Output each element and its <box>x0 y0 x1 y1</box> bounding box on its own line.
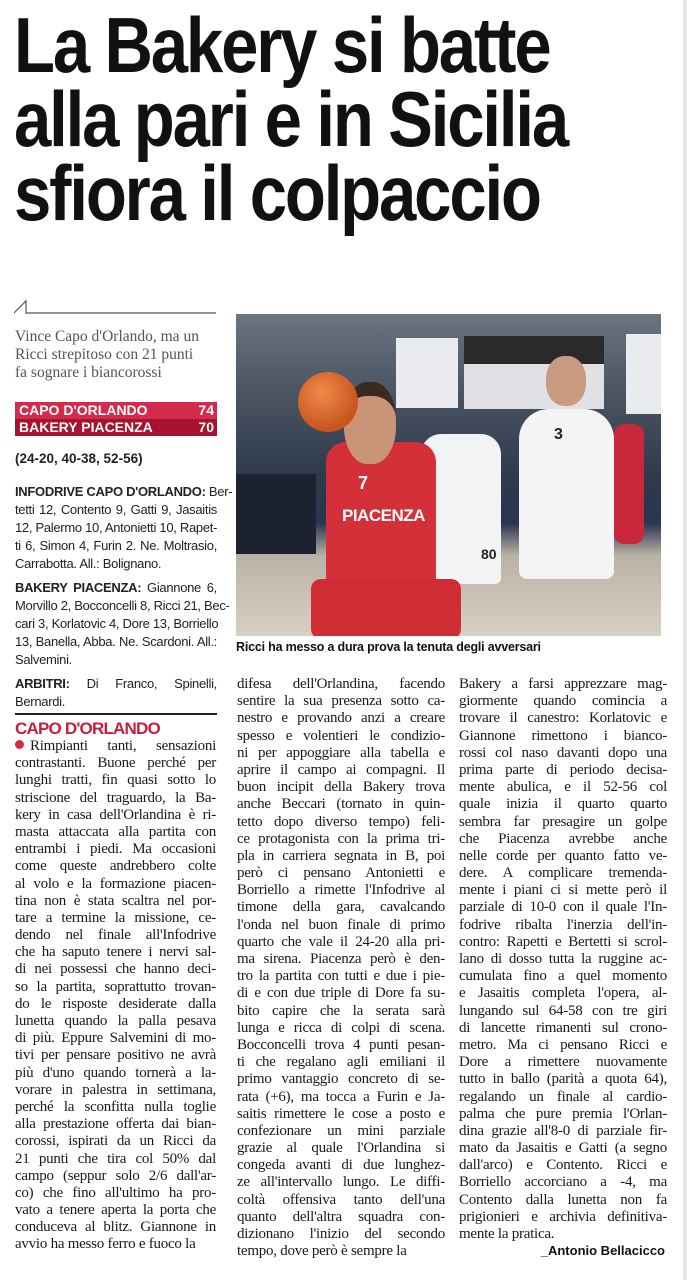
article-line <box>15 1168 216 1185</box>
opponent-head <box>546 356 586 406</box>
article-line <box>459 934 667 951</box>
article-line <box>237 985 445 1002</box>
article-line <box>237 1089 445 1106</box>
article-line <box>237 1140 445 1157</box>
article-line <box>15 944 216 961</box>
courtside-board <box>236 474 316 554</box>
article-text: che Piacenza avrebbe anche <box>459 830 667 847</box>
partial-scores: (24-20, 40-38, 52-56) <box>15 451 143 466</box>
article-line <box>15 1236 216 1253</box>
article-text: coltà offensiva tanto dell'una <box>237 1191 445 1208</box>
article-text: Contento dalla lunetta non fa <box>459 1191 667 1208</box>
article-line <box>459 848 667 865</box>
article-line <box>15 1047 216 1064</box>
article-text: quanto dell'altra squadra con- <box>237 1208 445 1225</box>
article-line <box>459 899 667 916</box>
article-line <box>237 1192 445 1209</box>
article-text: prima parte di periodo decisa- <box>459 761 667 778</box>
box-score-line <box>15 651 217 669</box>
article-line <box>459 814 667 831</box>
box-score-label: BAKERY PIACENZA: <box>15 580 142 595</box>
article-text: tivi per pensare positivo ne avrà <box>15 1047 216 1064</box>
article-text: saitis rimettere le cose a posto e <box>237 1105 445 1122</box>
article-line <box>237 796 445 813</box>
article-line <box>459 1226 667 1243</box>
article-text: giormente quando comincia a <box>459 693 667 710</box>
article-line <box>15 961 216 978</box>
article-text: vorare in palestra in settimana, <box>15 1081 216 1098</box>
article-line <box>459 676 667 693</box>
article-text: mato da Jasaitis e Gatti (a segno <box>459 1140 667 1157</box>
article-line <box>237 745 445 762</box>
article-line <box>459 728 667 745</box>
article-text: co) che fino all'ultimo ha pro- <box>15 1184 216 1201</box>
article-text: so la partita, soprattutto trovan- <box>15 978 216 995</box>
article-text: avvio ha messo ferro e fuoco la <box>15 1236 196 1253</box>
deck-line: fa sognare i biancorossi <box>15 364 162 381</box>
article-line <box>237 1123 445 1140</box>
article-text: 21 punti che tira col 50% dal <box>15 1150 216 1167</box>
article-text: di nei possessi che hanno deci- <box>15 961 216 978</box>
article-line <box>15 1219 216 1236</box>
article-line <box>15 1116 216 1133</box>
article-line <box>15 807 216 824</box>
article-line <box>459 693 667 710</box>
article-text: Bocconcelli trova 4 punti pesan- <box>237 1036 445 1053</box>
article-text: di più. Eppure Salvemini di mo- <box>15 1030 216 1047</box>
article-line <box>459 762 667 779</box>
article-text: Bakery a farsi apprezzare mag- <box>459 676 667 692</box>
article-text: anche Beccari (tornato in quin- <box>237 796 445 813</box>
article-text: mente la pratica. <box>459 1226 555 1242</box>
article-line <box>459 1209 667 1226</box>
article-line <box>15 893 216 910</box>
score-row-away <box>15 419 217 436</box>
article-line <box>237 1037 445 1054</box>
article-line <box>459 796 667 813</box>
box-score-line <box>15 675 217 693</box>
box-score-label: ARBITRI: <box>15 676 70 691</box>
article-text: alla prestazione offerta dai bian- <box>15 1116 216 1133</box>
box-score-line <box>15 579 217 597</box>
article-line <box>15 841 216 858</box>
article-line <box>459 917 667 934</box>
article-text: ze all'intervallo lungo. Le diffi- <box>237 1174 445 1191</box>
article-line <box>237 831 445 848</box>
article-line <box>237 1054 445 1071</box>
article-text: Dore a rimettere nuovamente <box>459 1054 667 1071</box>
arena-banner <box>464 336 604 364</box>
article-line <box>15 1030 216 1047</box>
article-text: di e con due triple di Dore fa su- <box>237 985 445 1002</box>
article-line <box>459 882 667 899</box>
article-line <box>459 710 667 727</box>
article-text: mente i piani ci si mette però il <box>459 882 667 899</box>
section-mark-icon <box>14 298 216 314</box>
article-line <box>459 968 667 985</box>
article-text: campo (seppur solo 2/6 dall'ar- <box>15 1167 216 1184</box>
deck-line: Ricci strepitoso con 21 punti <box>15 346 194 363</box>
article-text: lunetta quando la palla pesava <box>15 1013 216 1029</box>
article-line <box>15 1202 216 1219</box>
article-line <box>459 745 667 762</box>
dateline-kicker: CAPO D'ORLANDO <box>15 719 160 738</box>
article-text: che ha saputo tenere i nervi sal- <box>15 944 216 961</box>
box-score-text: Ber- <box>205 484 233 499</box>
article-line <box>237 951 445 968</box>
headline <box>14 1 687 237</box>
article-text: timone della gara, cavalcando <box>237 899 445 916</box>
article-text: Borriello accorciano a -4, ma <box>459 1174 667 1191</box>
box-score-text: Giannone 6, <box>141 580 217 595</box>
article-text: dizionano l'inizio del secondo <box>237 1226 445 1242</box>
article-line <box>459 831 667 848</box>
article-text: tempo, dove però è sempre la <box>237 1243 407 1260</box>
article-line <box>15 824 216 841</box>
article-text: prigionieri e archivia definitiva- <box>459 1208 667 1225</box>
article-line <box>459 1192 667 1209</box>
article-line <box>459 1071 667 1088</box>
article-text: al volo e la formazione piacen- <box>15 875 216 892</box>
article-text: contrastanti. Buone perché per <box>15 755 216 772</box>
article-line <box>237 779 445 796</box>
article-text: primo vantaggio concreto di se- <box>237 1071 445 1088</box>
article-text: quarto che vale il 24-20 alla pri- <box>237 933 445 950</box>
article-line <box>15 1151 216 1168</box>
article-text: tetto dopo diverso tempo) feli- <box>237 813 445 830</box>
article-text: tare a termine la missione, ce- <box>15 909 216 926</box>
article-text: lano di dosso tutta la ruggine ac- <box>459 951 667 967</box>
box-score-text: tetti 12, Contento 9, Gatti 9, Jasaitis <box>15 502 217 517</box>
box-score-line <box>15 597 230 615</box>
article-line <box>459 1123 667 1140</box>
article-text: conduceva al blitz. Giannone in <box>15 1219 216 1236</box>
box-score-line <box>15 483 233 501</box>
article-line <box>15 772 216 789</box>
article-line <box>459 1037 667 1054</box>
article-line <box>237 1071 445 1088</box>
score-row-home <box>15 402 217 419</box>
article-line <box>459 1089 667 1106</box>
article-line <box>15 858 216 875</box>
article-text: come queste andrebbero colte <box>15 858 216 875</box>
article-text: sentire la sua presenza sotto ca- <box>237 693 445 710</box>
jersey-text: PIACENZA <box>342 506 425 525</box>
box-score-text: cari 3, Korlatovic 4, Dore 13, Borriello <box>15 616 219 631</box>
article-text: rossi col naso davanti dopo una <box>459 744 667 761</box>
article-line <box>15 1133 216 1150</box>
article-line <box>237 710 445 727</box>
article-text: nestro e provando anzi a creare <box>237 710 445 727</box>
article-text: entrambi i piedi. Ma occasioni <box>15 841 216 858</box>
article-text: confezionare un mini parziale <box>237 1122 445 1139</box>
article-line <box>459 1157 667 1174</box>
article-text: cumulata fino a quel momento <box>459 968 667 985</box>
headline-line: alla pari e in Sicilia <box>14 75 567 163</box>
article-line <box>237 814 445 831</box>
article-text: ti che regalano agli emiliani il <box>237 1054 445 1071</box>
article-text: ni per appoggiare alla tabella e <box>237 744 445 761</box>
article-text: bito capire che la serata sarà <box>237 1002 445 1019</box>
basketball <box>298 372 358 432</box>
article-text: dall'arco) e Contento. Ricci e <box>459 1157 667 1174</box>
box-score-text: Carrabotta. All.: Bolignano. <box>15 556 162 571</box>
article-line <box>15 1082 216 1099</box>
article-text: congeda avanti di due lunghez- <box>237 1157 445 1174</box>
scoreboard <box>15 402 217 436</box>
article-text: dina grazie all'8-0 di parziale fir- <box>459 1122 667 1139</box>
article-text: rata (+6), ma tocca a Furin e Ja- <box>237 1088 445 1105</box>
article-photo <box>236 314 661 636</box>
article-line <box>237 1174 445 1191</box>
box-score-line <box>15 615 217 633</box>
deck-line: Vince Capo d'Orlando, ma un <box>15 328 199 345</box>
article-line <box>237 968 445 985</box>
article-line <box>237 1106 445 1123</box>
article-line <box>15 979 216 996</box>
article-line <box>237 728 445 745</box>
article-text: palma che pure premia l'Orlan- <box>459 1105 667 1122</box>
box-score-text: Di Franco, Spinelli, <box>69 676 217 691</box>
article-line <box>459 1174 667 1191</box>
article-text: difesa dell'Orlandina, facendo <box>237 676 445 692</box>
box-score-text: Salvemini. <box>15 652 72 667</box>
article-text: nelle corde per quanto fatto ve- <box>459 847 667 864</box>
article-line <box>237 1157 445 1174</box>
article-line <box>15 910 216 927</box>
article-text: tina non è stata scaltra nel por- <box>15 892 216 909</box>
article-text: striscione del traguardo, la Ba- <box>15 789 216 806</box>
article-text: fodrive ribalta l'inerzia dell'in- <box>459 916 667 933</box>
article-text: tro la partita con tutti e due i pie- <box>237 968 445 985</box>
article-line <box>15 1013 216 1030</box>
photo-caption: Ricci ha messo a dura prova la tenuta degli avversari <box>236 640 541 654</box>
article-line <box>15 1185 216 1202</box>
article-text: spesso e volentieri le condizio- <box>237 727 445 744</box>
article-text: più d'uno quando tornerà a la- <box>15 1064 216 1081</box>
article-line <box>237 1243 445 1260</box>
article-line <box>237 865 445 882</box>
article-line <box>459 1054 667 1071</box>
article-line <box>15 1065 216 1082</box>
article-text: Borriello a rimette l'Infodrive al <box>237 882 445 899</box>
article-line <box>237 1209 445 1226</box>
article-text: Rimpianti tanti, sensazioni <box>30 738 216 754</box>
article-line <box>237 882 445 899</box>
bullet-icon <box>15 740 24 749</box>
article-text: perché la sconfitta nulla toglie <box>15 1098 216 1115</box>
article-text: Giannone rimettono i bianco- <box>459 727 667 744</box>
box-score-text: Bernardi. <box>15 694 66 709</box>
article-line <box>237 934 445 951</box>
article-text: contro: Rapetti e Bertetti si scrol- <box>459 933 667 950</box>
article-text: lungando sul 64-58 con tre giri <box>459 1002 667 1019</box>
ricci-shorts <box>311 579 461 636</box>
article-line <box>15 996 216 1013</box>
box-score <box>15 483 233 711</box>
article-line <box>237 762 445 779</box>
article-line <box>237 1003 445 1020</box>
article-line <box>459 1020 667 1037</box>
box-score-line <box>15 519 217 537</box>
section-divider <box>15 713 217 715</box>
box-score-text: 13, Banella, Abba. Ne. Scardoni. All.: <box>15 634 217 649</box>
article-text: do le risposte desiderate dalla <box>15 995 216 1012</box>
opponent-player <box>519 409 614 579</box>
article-line <box>237 848 445 865</box>
article-text: kery in casa dell'Orlandina è ri- <box>15 806 216 823</box>
opponent-number: 80 <box>481 546 497 562</box>
article-line <box>15 790 216 807</box>
box-score-label: INFODRIVE CAPO D'ORLANDO: <box>15 484 206 499</box>
box-score-text: 12, Palermo 10, Antonietti 10, Rapet- <box>15 520 218 535</box>
article-text: masta attaccata alla partita con <box>15 823 216 840</box>
article-text: lunga e ricca di colpi di scena. <box>237 1019 445 1036</box>
article-line <box>15 876 216 893</box>
article-text: ce protagonista con la prima tri- <box>237 830 445 847</box>
article-text: corossi, ispirati da un Ricci da <box>15 1133 216 1150</box>
article-line <box>237 676 445 693</box>
article-text: vato a tenere aperta la porta che <box>15 1202 216 1219</box>
team-name: BAKERY PIACENZA <box>19 419 153 435</box>
article-column-2 <box>237 676 445 1260</box>
article-line <box>237 899 445 916</box>
article-text: regalando un finale al cardio- <box>459 1088 667 1105</box>
article-text: dendo nel finale all'Infodrive <box>15 927 216 944</box>
article-text: parziale di 10-0 con il quale l'In- <box>459 899 667 916</box>
article-text: ma sirena. Piacenza però è den- <box>237 951 445 967</box>
article-line <box>15 755 216 772</box>
article-text: metro. Ma ci pensano Ricci e <box>459 1036 667 1053</box>
arena-banner <box>396 338 458 408</box>
article-text: aprire il campo ai compagni. Il <box>237 761 445 778</box>
jersey-number: 7 <box>358 473 369 493</box>
box-score-text: Morvillo 2, Bocconcelli 8, Ricci 21, Bec- <box>15 598 230 613</box>
opponent-number: 3 <box>554 426 563 443</box>
arena-banner <box>626 334 661 414</box>
article-line <box>237 1020 445 1037</box>
article-text: e Jasaitis completa l'opera, al- <box>459 985 667 1002</box>
article-line <box>15 927 216 944</box>
article-line <box>459 985 667 1002</box>
article-text: buon incipit della Bakery trova <box>237 779 445 796</box>
team-name: CAPO D'ORLANDO <box>19 402 148 418</box>
box-score-line <box>15 537 217 555</box>
article-text: tutto in ballo (parità a quota 64), <box>459 1071 667 1088</box>
team-score: 70 <box>198 419 214 435</box>
article-line <box>459 865 667 882</box>
article-text: grazie al quale l'Orlandina si <box>237 1140 445 1157</box>
article-line <box>459 1003 667 1020</box>
team-score: 74 <box>198 402 214 418</box>
article-column-1 <box>15 738 216 1254</box>
box-score-line <box>15 693 217 711</box>
article-line <box>459 1140 667 1157</box>
article-line <box>459 951 667 968</box>
article-text: trovare il canestro: Korlatovic e <box>459 710 667 727</box>
box-score-text: ti 6, Simon 4, Furin 2. Ne. Moltrasio, <box>15 538 217 553</box>
box-score-line <box>15 555 217 573</box>
article-line <box>459 1106 667 1123</box>
article-text: però ci pensano Antonietti e <box>237 865 445 882</box>
headline-line: sfiora il colpaccio <box>14 149 540 237</box>
article-text: l'onda nel buon finale di primo <box>237 916 445 933</box>
article-column-3 <box>459 676 667 1243</box>
article-text: sembra far presagire un golpe <box>459 813 667 830</box>
sub-deck <box>15 328 220 382</box>
article-text: lunghi tratti, fin quasi sotto lo <box>15 772 216 789</box>
article-line <box>459 779 667 796</box>
article-text: di lancette rimanenti sul crono- <box>459 1019 667 1036</box>
article-line <box>237 917 445 934</box>
article-line <box>237 1226 445 1243</box>
box-score-line <box>15 501 217 519</box>
article-text: quale inizia il quarto quarto <box>459 796 667 813</box>
article-text: mente abulica, e il 52-56 col <box>459 779 667 796</box>
headline-line: La Bakery si batte <box>14 1 550 89</box>
article-text: pla in carriera segnata in B, poi <box>237 847 445 864</box>
article-line <box>15 1099 216 1116</box>
background-player <box>614 424 644 544</box>
box-score-line <box>15 633 217 651</box>
article-line <box>15 738 216 755</box>
author-byline: _Antonio Bellacicco <box>540 1243 665 1258</box>
article-text: dere. A complicare tremenda- <box>459 865 667 882</box>
article-line <box>237 693 445 710</box>
